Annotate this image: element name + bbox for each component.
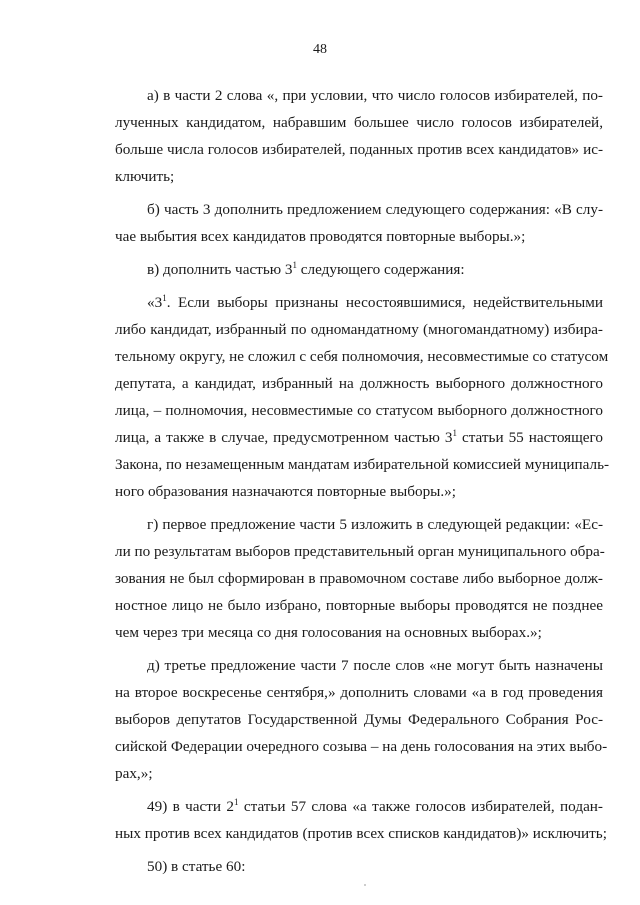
text-segment: в) дополнить частью 3: [147, 261, 293, 278]
text-line: [115, 256, 603, 283]
superscript: 1: [234, 796, 239, 807]
superscript: 1: [452, 427, 457, 438]
paragraph: [115, 196, 603, 250]
text-line: чем через три месяца со дня голосования на основных выборах.»;: [115, 624, 542, 641]
text-line: сийской Федерации очередного созыва – на день голосования на этих выбо-: [115, 738, 608, 755]
text-segment: . Если выборы признаны несостоявшимися, недействительными: [166, 294, 603, 311]
text-line: депутата, а кандидат, избранный на должность выборного должностного: [115, 375, 603, 392]
paragraph: [115, 853, 603, 880]
text-line: на второе воскресенье сентября,» дополнить словами «а в год проведения: [115, 684, 603, 701]
superscript: 1: [292, 259, 297, 270]
text-segment: лица, а также в случае, предусмотренном частью 3: [115, 429, 453, 446]
paragraph: [115, 793, 607, 847]
text-line: 50) в статье 60:: [147, 858, 246, 875]
text-line: ключить;: [115, 168, 175, 185]
text-line: д) третье предложение части 7 после слов «не могут быть назначены: [147, 657, 603, 674]
text-line: [115, 289, 603, 316]
paragraph: [115, 652, 608, 787]
superscript: 1: [162, 292, 167, 303]
page-number: 48: [313, 42, 327, 57]
text-segment: следующего содержания:: [296, 261, 465, 278]
text-line: ли по результатам выборов представительный орган муниципального обра-: [115, 543, 605, 560]
text-line: ного образования назначаются повторные выборы.»;: [115, 483, 456, 500]
text-line: г) первое предложение части 5 изложить в следующей редакции: «Ес-: [147, 516, 603, 533]
text-line: [115, 424, 603, 451]
text-segment: статьи 57 слова «а также голосов избирателей, подан-: [238, 798, 603, 815]
text-line: лица, – полномочия, несовместимые со статусом выборного должностного: [115, 402, 603, 419]
text-line: больше числа голосов избирателей, поданных против всех кандидатов» ис-: [115, 141, 603, 158]
text-line: Закона, по незамещенным мандатам избирательной комиссией муниципаль-: [115, 456, 610, 473]
text-line: выборов депутатов Государственной Думы Федерального Собрания Рос-: [115, 711, 603, 728]
paragraph: [115, 511, 603, 646]
text-line: б) часть 3 дополнить предложением следующего содержания: «В слу-: [147, 201, 603, 218]
text-line: либо кандидат, избранный по одномандатному (многомандатному) избира-: [115, 321, 603, 338]
text-line: лученных кандидатом, набравшим большее число голосов избирателей,: [115, 114, 603, 131]
text-line: ностное лицо не было избрано, повторные выборы проводятся не позднее: [115, 597, 603, 614]
paragraph: [115, 82, 603, 190]
scan-speck: [364, 884, 366, 886]
paragraph: [115, 256, 603, 283]
text-line: [115, 793, 603, 820]
text-line: чае выбытия всех кандидатов проводятся повторные выборы.»;: [115, 228, 526, 245]
text-line: тельному округу, не сложил с себя полномочия, несовместимые со статусом: [115, 348, 609, 365]
text-segment: «3: [147, 294, 163, 311]
text-line: зования не был сформирован в правомочном составе либо выборное долж-: [115, 570, 603, 587]
text-segment: 49) в части 2: [147, 798, 235, 815]
text-line: рах,»;: [115, 765, 153, 782]
text-segment: статьи 55 настоящего: [456, 429, 603, 446]
text-line: а) в части 2 слова «, при условии, что число голосов избирателей, по-: [147, 87, 603, 104]
text-line: ных против всех кандидатов (против всех списков кандидатов)» исключить;: [115, 825, 607, 842]
document-body: [115, 82, 610, 880]
paragraph: [115, 289, 610, 505]
